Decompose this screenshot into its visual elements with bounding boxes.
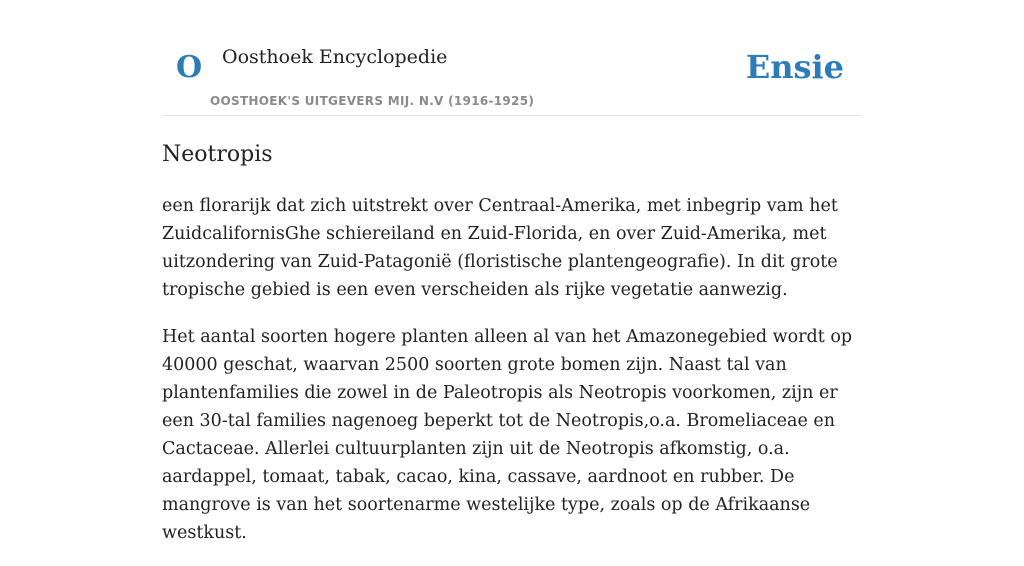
ensie-brand-link[interactable]: Ensie (745, 48, 844, 86)
site-header (162, 0, 862, 116)
article-paragraph: Het aantal soorten hogere planten alleen al van het Amazonegebied wordt op 40000 geschat, waarvan 2500 soorten grote bomen zijn. Naast tal van plantenfamilies die zowel in de Paleotropis als Neotropis voorkomen, zijn er een 30-tal families nagenoeg beperkt tot de Neotropis,o.a. Bromeliaceae en Cactaceae. Allerlei cultuurplanten zijn uit de Neotropis afkomstig, o.a. aardappel, tomaat, tabak, cacao, kina, cassave, aardnoot en rubber. De mangrove is van het soortenarme westelijke type, zoals op de Afrikaanse westkust. (162, 327, 853, 543)
publisher-label: OOSTHOEK'S UITGEVERS MIJ. N.V (1916-1925) (210, 94, 535, 108)
page-container (162, 0, 862, 566)
page-title: Neotropis (162, 142, 273, 167)
article-paragraph: een florarijk dat zich uitstrekt over Centraal-Amerika, met inbegrip vam het ZuidcalifornisGhe schiereiland en Zuid-Florida, en over Zuid-Amerika, met uitzondering van Zuid-Patagonië (floristische plantengeografie). In dit grote tropische gebied is een even verscheiden als rijke vegetatie aanwezig. (162, 196, 838, 300)
site-logo[interactable]: O (176, 50, 202, 85)
article-body (162, 192, 862, 547)
site-name-link[interactable]: Oosthoek Encyclopedie (222, 46, 448, 68)
